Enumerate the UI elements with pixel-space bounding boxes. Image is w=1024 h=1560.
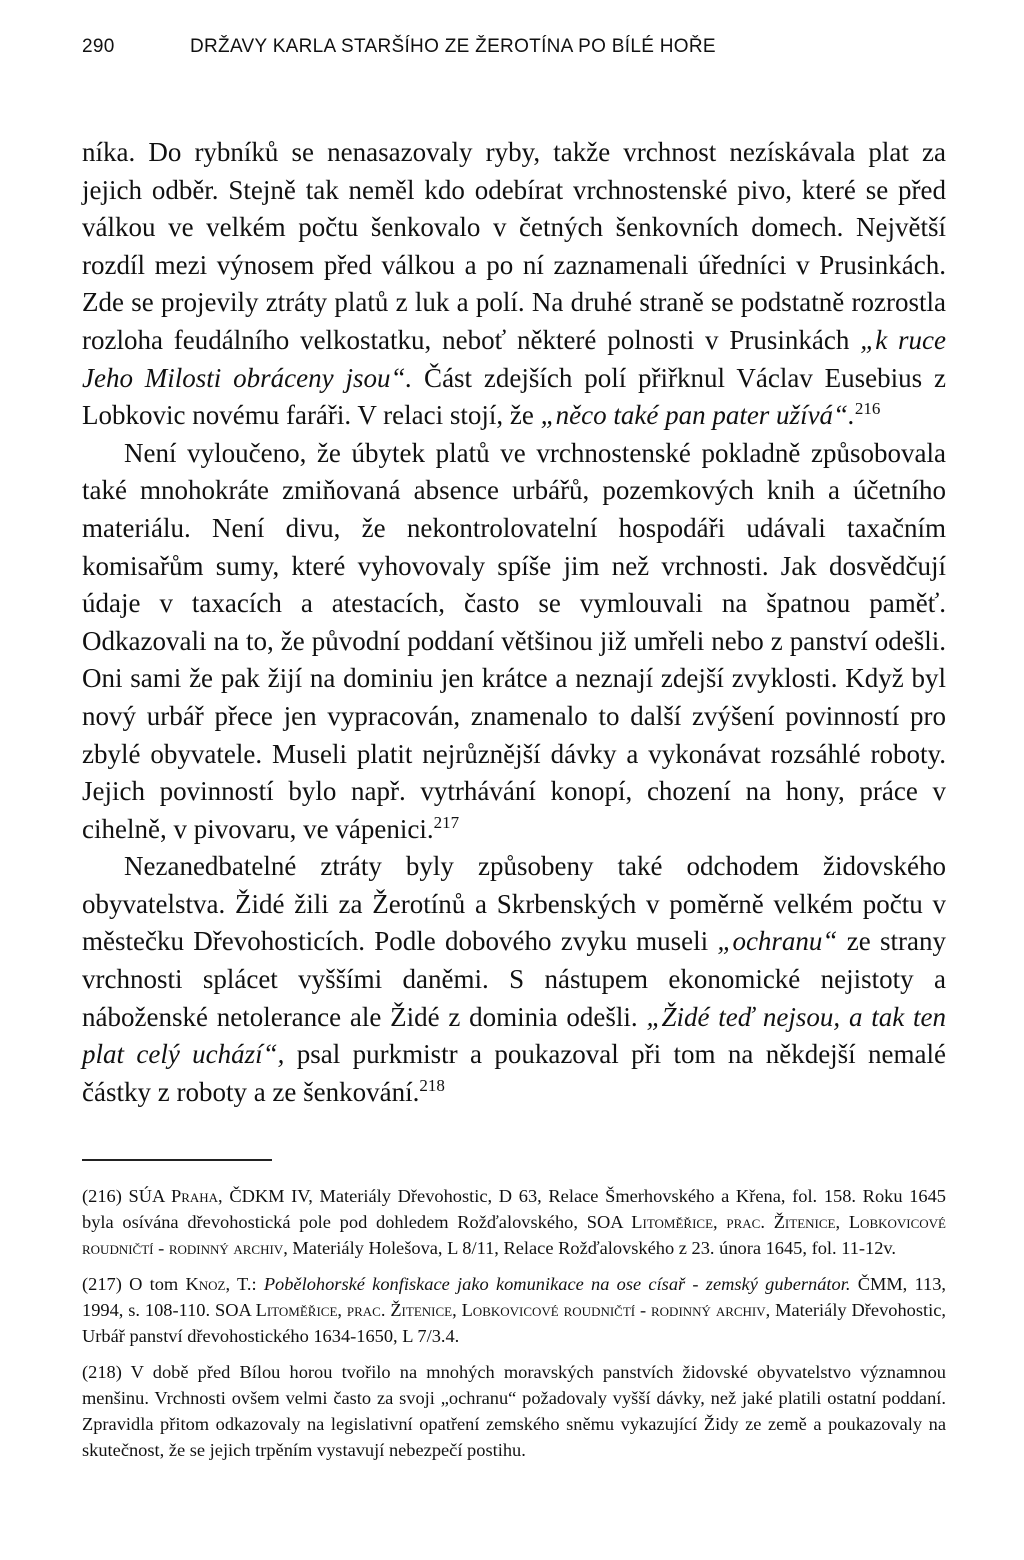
paragraph-1	[82, 134, 946, 435]
footnote-217-text-b: :	[251, 1274, 264, 1295]
paragraph-2-text: Není vyloučeno, že úbytek platů ve vrchnostenské pokladně způsobovala také mnohokráte zmiňovaná absence urbářů, pozemkových knih a účetního materiálu. Není divu, že nekontrolovatelní hospodáři udávali taxačním komisařům sumy, které vyhovovaly spíše jim než vrchnosti. Jak dosvědčují údaje v taxacích a atestacích, často se vymlouvali na špatnou paměť. Odkazovali na to, že původní poddaní většinou již umřeli nebo z panství odešli. Oni sami že pak žijí na dominiu jen krátce a neznají zdejší zvyklosti. Když byl nový urbář přece jen vypracován, znamenalo to další zvýšení povinností pro zbylé obyvatele. Museli platit nejrůznější dávky a vykonávat rozsáhlé roboty. Jejich povinností bylo např. vytrhávání konopí, chození na hony, práce v cihelně, v pivovaru, ve vápenici.	[82, 437, 946, 844]
page-number: 290	[82, 36, 115, 57]
paragraph-1-text-a: níka. Do rybníků se nenasazovaly ryby, takže vrchnost nezískávala plat za jejich odběr. Stejně tak neměl kdo odebírat vrchnostenské pivo, které se před válkou ve velkém počtu šenkovalo v četných šenkovních domech. Největší rozdíl mezi výnosem před válkou a po ní zaznamenali úředníci v Prusinkách. Zde se projevily ztráty platů z luk a polí. Na druhé straně se podstatně rozrostla rozloha feudálního velkostatku, neboť některé polnosti v Prusinkách	[82, 137, 946, 355]
footnote-217-author: Knoz, T.	[185, 1274, 252, 1295]
paragraph-3-text-a: Nezanedbatelné ztráty byly způsobeny také odchodem židovského obyvatelstva. Židé žili za Žerotínů a Skrbenských v poměrně velkém počtu v městečku Dřevohosticích. Podle dobového zvyku museli	[82, 851, 946, 957]
footnote-216-archive-litomerice: Litoměřice, prac. Žitenice, Lobkovicové roudničtí - rodinný archiv	[82, 1212, 946, 1259]
paragraph-2	[82, 435, 946, 849]
running-title: DRŽAVY KARLA STARŠÍHO ZE ŽEROTÍNA PO BÍLÉ HOŘE	[190, 36, 716, 57]
footnote-217-text-a: O tom	[121, 1274, 186, 1295]
footnote-ref-216: 216	[854, 399, 881, 419]
paragraph-3	[82, 848, 946, 1111]
footnote-218-number: (218)	[82, 1362, 122, 1383]
quote-jeho-milosti: „k ruce Jeho Milosti obráceny jsou“.	[82, 324, 946, 393]
footnote-218-text: V době před Bílou horou tvořilo na mnohých moravských panstvích židovské obyvatelstvo významnou menšinu. Vrchnosti ovšem velmi často za svoji „ochranu“ požadovaly vyšší dávky, než jaké platili ostatní poddaní. Zpravidla přitom odkazovaly na legislativní opatření zemského sněmu vykazující Židy ze země a poukazovaly na skutečnost, že se jejich trpěním vystavují nebezpečí postihu.	[82, 1362, 946, 1461]
footnote-217-text-d: , Materiály Dřevohostic, Urbář panství dřevohostického 1634-1650, L 7/3.4.	[82, 1300, 946, 1347]
footnote-216	[82, 1183, 946, 1261]
footnote-ref-217: 217	[433, 812, 460, 832]
footnote-divider	[82, 1159, 272, 1161]
footnote-216-text-b: , ČDKM IV, Materiály Dřevohostic, D 63, Relace Šmerhovského a Křena, fol. 158. Roku 1645 byla osívána dřevohostická pole pod dohledem Rožďalovského, SOA	[82, 1186, 946, 1233]
quote-zide-ted: „Židé teď nejsou, a tak ten plat celý uchází“,	[82, 1001, 946, 1070]
footnote-216-number: (216)	[82, 1186, 122, 1207]
footnote-216-archive-praha: Praha	[170, 1186, 219, 1207]
footnote-217-number: (217)	[82, 1274, 122, 1295]
footnote-217	[82, 1271, 946, 1349]
paragraph-3-text-c: psal purkmistr a poukazoval při tom na někdejší nemalé částky z roboty a ze šenkování.	[82, 1039, 946, 1107]
footnote-218	[82, 1359, 946, 1463]
footnote-216-text-c: , Materiály Holešova, L 8/11, Relace Rožďalovského z 23. února 1645, fol. 11-12v.	[283, 1238, 897, 1259]
quote-pan-pater: „něco také pan pater užívá“.	[540, 400, 855, 431]
paragraph-1-text-b: Část zdejších polí přiřknul Václav Eusebius z Lobkovic novému faráři. V relaci stojí, že	[82, 362, 946, 431]
footnote-216-text-a: SÚA	[121, 1186, 171, 1207]
main-text	[82, 134, 946, 1111]
paragraph-3-text-b: ze strany vrchnosti splácet vyššími daněmi. S nástupem ekonomické nejistoty a náboženské netolerance ale Židé z dominia odešli.	[82, 926, 946, 1032]
footnote-ref-218: 218	[419, 1075, 445, 1095]
footnote-217-text-c: ČMM, 113, 1994, s. 108-110. SOA	[82, 1274, 947, 1321]
footnotes	[82, 1183, 946, 1463]
footnote-217-title: Pobělohorské konfiskace jako komunikace na ose císař - zemský gubernátor.	[263, 1274, 851, 1295]
footnote-217-archive-litomerice: Litoměřice, prac. Žitenice, Lobkovicové roudničtí - rodinný archiv	[255, 1300, 766, 1321]
running-header	[82, 36, 946, 74]
quote-ochranu: „ochranu“	[717, 926, 838, 957]
